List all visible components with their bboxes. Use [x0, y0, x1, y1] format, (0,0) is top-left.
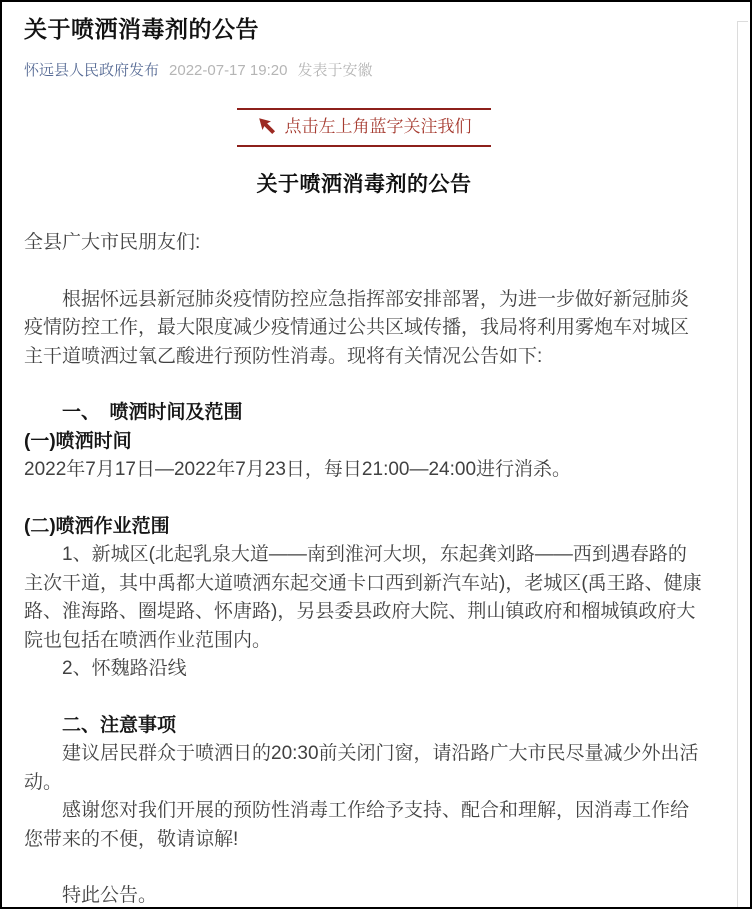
article-content — [2, 2, 750, 909]
arrow-up-left-icon — [257, 116, 278, 137]
section1-heading: 一、 喷洒时间及范围 — [62, 402, 243, 424]
section1-sub1-heading: (一)喷洒时间 — [24, 430, 132, 452]
section2-paragraph2: 感谢您对我们开展的预防性消毒工作给予支持、配合和理解，因消毒工作给您带来的不便，敬请谅解! — [24, 800, 690, 850]
article-body — [24, 229, 704, 909]
follow-banner — [237, 108, 491, 147]
publish-location: 发表于安徽 — [297, 61, 373, 79]
section2-heading: 二、注意事项 — [62, 714, 177, 736]
section1-sub2-heading: (二)喷洒作业范围 — [24, 515, 170, 537]
account-name-link[interactable]: 怀远县人民政府发布 — [24, 61, 160, 79]
section1-sub1-text: 2022年7月17日—2022年7月23日，每日21:00—24:00进行消杀。 — [24, 459, 572, 481]
section2-paragraph1: 建议居民群众于喷洒日的20:30前关闭门窗，请沿路广大市民尽量减少外出活动。 — [24, 743, 699, 793]
intro-paragraph: 根据怀远县新冠肺炎疫情防控应急指挥部安排部署，为进一步做好新冠肺炎疫情防控工作，最大限度减少疫情通过公共区域传播，我局将利用雾炮车对城区主干道喷洒过氧乙酸进行预防性消毒。现将有关情况公告如下: — [24, 288, 690, 367]
section1-sub2-item2: 2、怀魏路沿线 — [62, 658, 187, 680]
article-title: 关于喷洒消毒剂的公告 — [24, 16, 259, 42]
document-heading: 关于喷洒消毒剂的公告 — [256, 172, 472, 196]
closing-line: 特此公告。 — [62, 885, 158, 907]
section1-sub2-item1: 1、新城区(北起乳泉大道——南到淮河大坝，东起龚刘路——西到遇春路的主次干道，其中禹都大道喷洒东起交通卡口西到新汽车站)，老城区(禹王路、健康路、淮海路、圈堤路、怀唐路)，另县委县政府大院、荆山镇政府和榴城镇政府大院也包括在喷洒作业范围内。 — [24, 544, 702, 651]
salutation: 全县广大市民朋友们: — [24, 232, 201, 254]
article-byline — [24, 60, 704, 81]
follow-banner-label: 点击左上角蓝字关注我们 — [284, 116, 472, 136]
publish-timestamp: 2022-07-17 19:20 — [169, 61, 288, 79]
